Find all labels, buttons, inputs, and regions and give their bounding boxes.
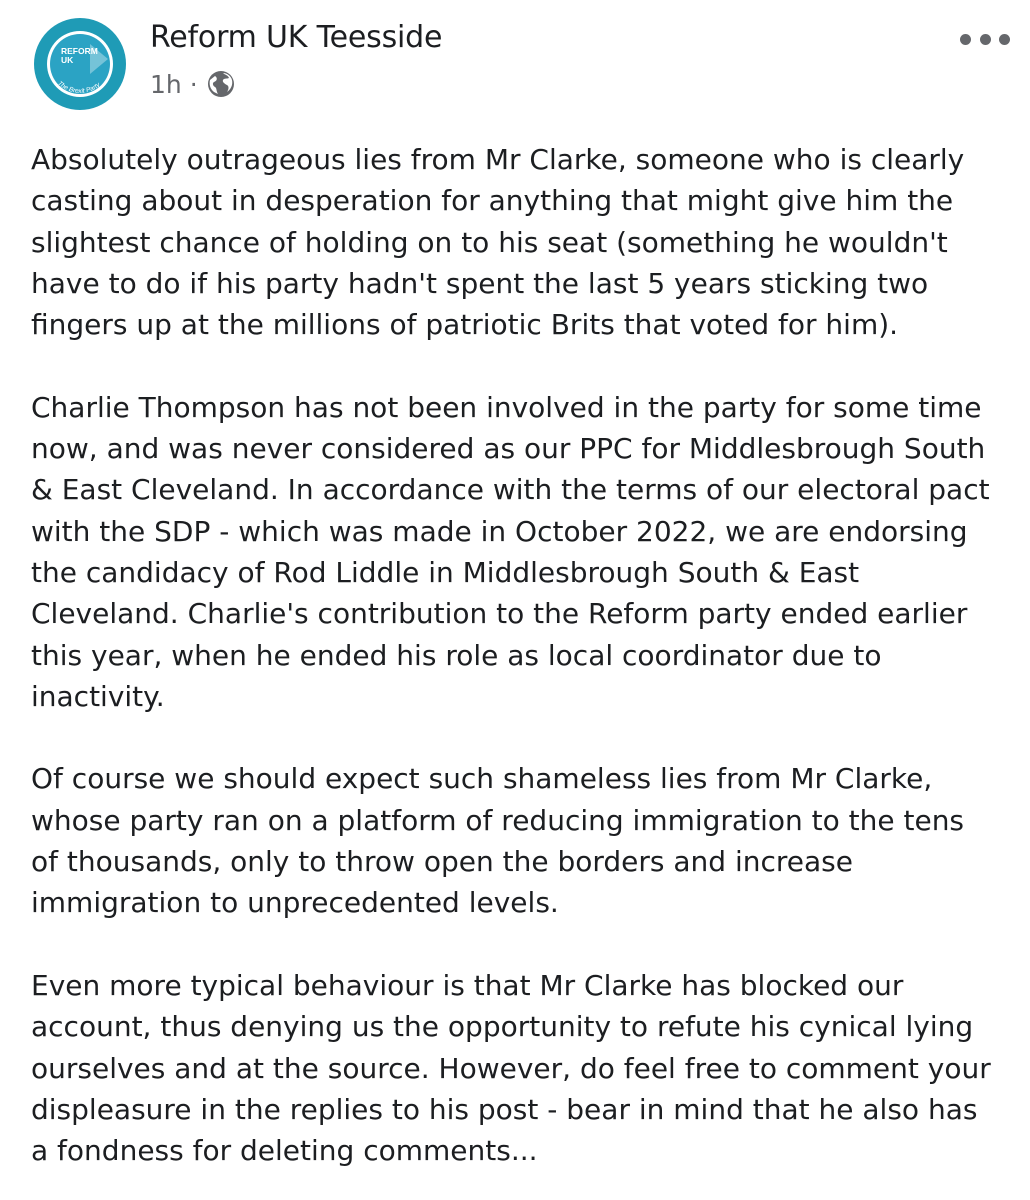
page-name[interactable]: Reform UK Teesside <box>150 20 443 55</box>
meta-separator: · <box>189 69 198 99</box>
logo-text-top: REFORM <box>61 46 98 56</box>
page-avatar[interactable] <box>30 14 130 114</box>
post-paragraph-1: Absolutely outrageous lies from Mr Clarke, someone who is clearly casting about in desperation for anything that might give him the slightest chance of holding on to his seat (something he wouldn't have to do if his party hadn't spent the last 5 years sticking two fingers up at the millions of patriotic Brits that voted for him). <box>31 143 965 342</box>
logo-text-bottom: UK <box>61 55 74 65</box>
more-options-button[interactable] <box>960 28 1010 50</box>
reform-uk-logo <box>30 14 130 114</box>
post-paragraph-3: Of course we should expect such shameless lies from Mr Clarke, whose party ran on a platform of reducing immigration to the tens of thousands, only to throw open the borders and increase immigration to unprecedented levels. <box>31 762 965 920</box>
post-paragraph-4: Even more typical behaviour is that Mr Clarke has blocked our account, thus denying us the opportunity to refute his cynical lying ourselves and at the source. However, do feel free to comment your displeasure in the replies to his post - bear in mind that he also has a fondness for deleting comments... <box>31 968 991 1168</box>
post-text <box>31 139 1006 1171</box>
post-header <box>30 14 1010 124</box>
more-options-icon <box>960 34 971 45</box>
post-timestamp[interactable]: 1h <box>150 69 182 99</box>
post-paragraph-2: Charlie Thompson has not been involved in the party for some time now, and was never considered as our PPC for Middlesbrough South & East Cleveland. In accordance with the terms of our electoral pact with the SDP - which was made in October 2022, we are endorsing the candidacy of Rod Liddle in Middlesbrough South & East Cleveland. Charlie's contribution to the Reform party ended earlier this year, when he ended his role as local coordinator due to inactivity. <box>31 390 990 713</box>
globe-icon <box>206 69 236 99</box>
logo-ring-text: The Brexit Party <box>56 79 102 95</box>
post-meta <box>150 66 236 102</box>
